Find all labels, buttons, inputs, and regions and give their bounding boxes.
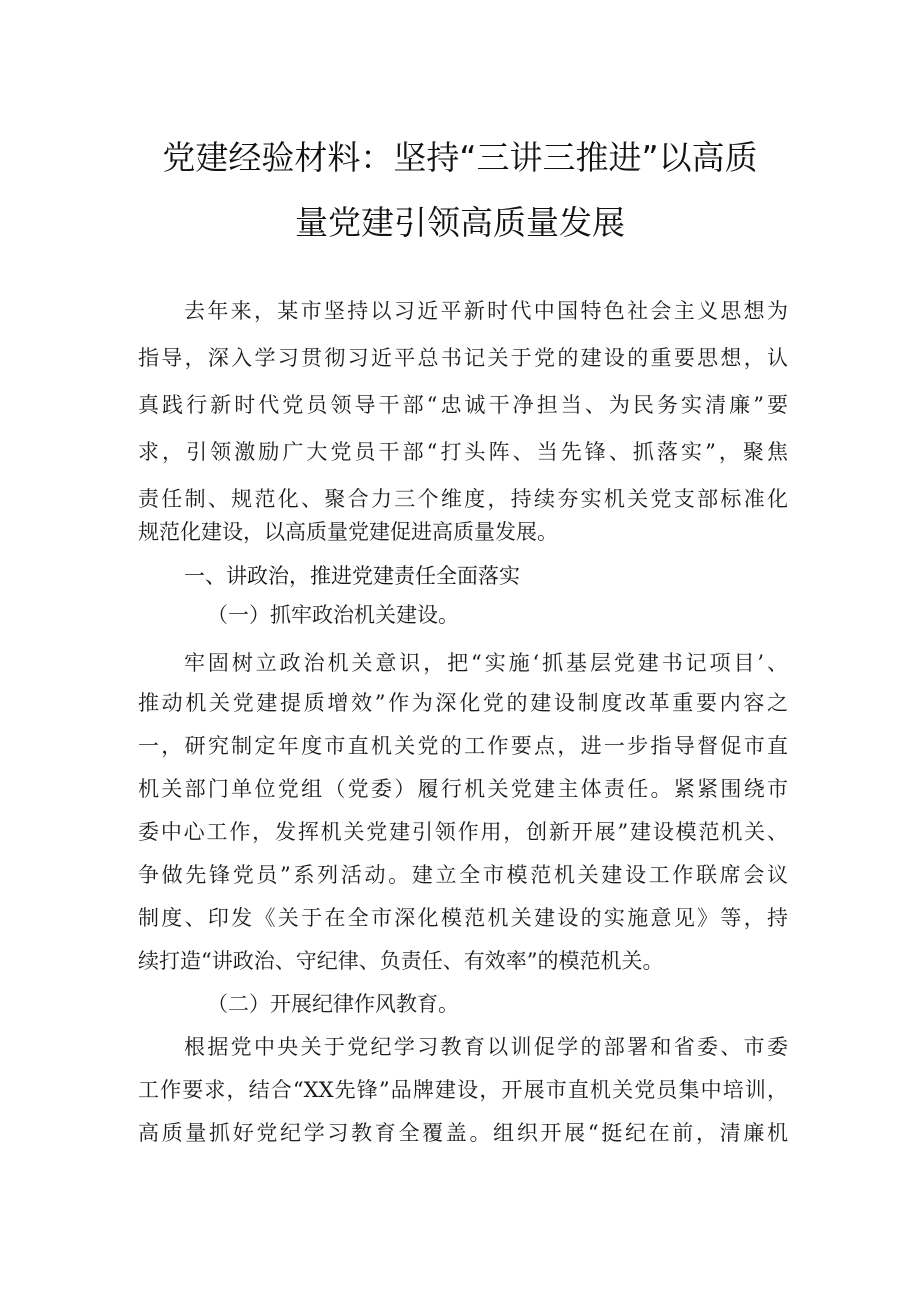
sub1-line-2: 推动机关党建提质增效”作为深化党的建设制度改革重要内容之: [138, 691, 788, 715]
intro-line-1: 去年来，某市坚持以习近平新时代中国特色社会主义思想为: [184, 299, 788, 323]
intro-line-3: 真践行新时代党员领导干部“忠诚干净担当、为民务实清廉”要: [138, 393, 788, 417]
intro-line-4: 求，引领激励广大党员干部“打头阵、当先锋、抓落实”，聚焦: [138, 440, 788, 464]
sub1-line-5: 委中心工作，发挥机关党建引领作用，创新开展”建设模范机关、: [138, 820, 788, 844]
intro-line-5: 责任制、规范化、聚合力三个维度，持续夯实机关党支部标准化: [138, 487, 788, 511]
sub2-line-2: 工作要求，结合“XX先锋”品牌建设，开展市直机关党员集中培训，: [138, 1078, 788, 1102]
document-title-line-1: 党建经验材料：坚持“三讲三推进”以高质: [162, 138, 758, 177]
subsection-heading-2: （二）开展纪律作风教育。: [207, 992, 459, 1016]
sub1-line-7: 制度、印发《关于在全市深化模范机关建设的实施意见》等，持: [138, 906, 788, 930]
sub2-line-1: 根据党中央关于党纪学习教育以训促学的部署和省委、市委: [184, 1035, 788, 1059]
section-heading-1: 一、讲政治，推进党建责任全面落实: [184, 564, 520, 588]
document-title-line-2: 量党建引领高质量发展: [295, 203, 625, 242]
intro-line-6: 规范化建设，以高质量党建促进高质量发展。: [138, 520, 558, 544]
sub1-line-1: 牢固树立政治机关意识，把“实施‘抓基层党建书记项目’、: [184, 651, 788, 675]
sub1-line-8: 续打造“讲政治、守纪律、负责任、有效率”的模范机关。: [138, 949, 664, 973]
subsection-heading-1: （一）抓牢政治机关建设。: [207, 603, 459, 627]
sub1-line-6: 争做先锋党员”系列活动。建立全市模范机关建设工作联席会议: [138, 863, 788, 887]
sub1-line-4: 机关部门单位党组（党委）履行机关党建主体责任。紧紧围绕市: [138, 777, 788, 801]
intro-line-2: 指导，深入学习贯彻习近平总书记关于党的建设的重要思想，认: [138, 346, 788, 370]
sub2-line-3: 高质量抓好党纪学习教育全覆盖。组织开展“挺纪在前，清廉机: [138, 1121, 788, 1145]
sub1-line-3: 一，研究制定年度市直机关党的工作要点，进一步指导督促市直: [138, 734, 788, 758]
